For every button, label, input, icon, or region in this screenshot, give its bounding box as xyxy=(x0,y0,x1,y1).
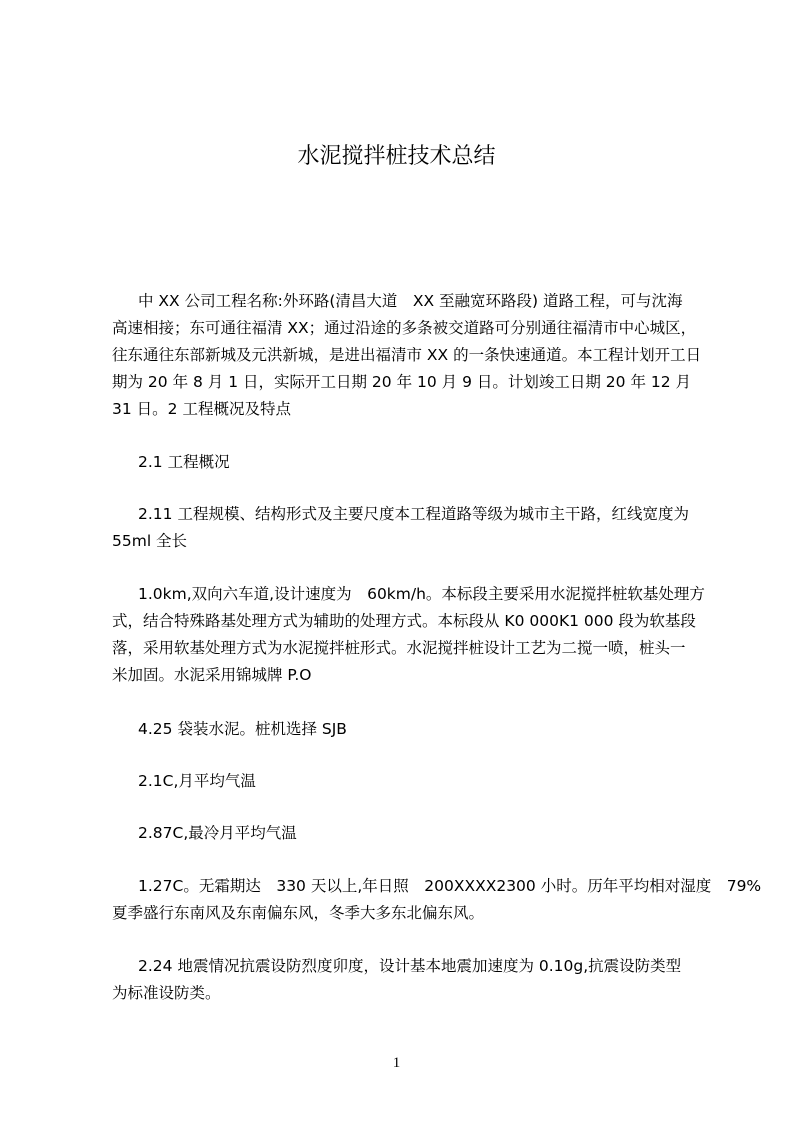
page-number: 1 xyxy=(392,1055,401,1071)
text-line: 2.11 工程规模、结构形式及主要尺度本工程道路等级为城市主干路，红线宽度为 xyxy=(138,505,689,523)
text-line: 中 XX 公司工程名称:外环路(清昌大道 XX 至融宽环路段) 道路工程，可与沈海 xyxy=(138,292,683,310)
text-line: 式，结合特殊路基处理方式为辅助的处理方式。本标段从 K0 000K1 000 段为软基段 xyxy=(112,612,696,630)
text-line: 31 日。2 工程概况及特点 xyxy=(112,400,291,418)
text-line: 2.1C,月平均气温 xyxy=(138,772,256,790)
text-line: 为标准设防类。 xyxy=(112,984,221,1002)
text-line: 1.0km,双向六车道,设计速度为 60km/h。本标段主要采用水泥搅拌桩软基处理方 xyxy=(138,585,705,603)
text-line: 1.27C。无霜期达 330 天以上,年日照 200XXXX2300 小时。历年平均相对湿度 79% xyxy=(138,877,762,895)
text-line: 落，采用软基处理方式为水泥搅拌桩形式。水泥搅拌桩设计工艺为二搅一喷，桩头一 xyxy=(112,639,686,657)
text-line: 55ml 全长 xyxy=(112,532,188,550)
text-line: 夏季盛行东南风及东南偏东风，冬季大多东北偏东风。 xyxy=(112,904,485,922)
text-line: 4.25 袋装水泥。桩机选择 SJB xyxy=(138,720,347,738)
text-line: 期为 20 年 8 月 1 日，实际开工日期 20 年 10 月 9 日。计划竣工日期 20 年 12 月 xyxy=(112,373,692,391)
text-line: 2.24 地震情况抗震设防烈度卯度，设计基本地震加速度为 0.10g,抗震设防类型 xyxy=(138,957,682,975)
text-line: 高速相接；东可通往福清 XX；通过沿途的多条被交道路可分别通往福清市中心城区， xyxy=(112,319,697,337)
text-line: 2.87C,最冷月平均气温 xyxy=(138,824,297,842)
text-line: 米加固。水泥采用锦城牌 P.O xyxy=(112,666,312,684)
text-line: 往东通往东部新城及元洪新城，是进出福清市 XX 的一条快速通道。本工程计划开工日 xyxy=(112,346,702,364)
document-title: 水泥搅拌桩技术总结 xyxy=(297,144,496,169)
section-heading: 2.1 工程概况 xyxy=(138,453,230,471)
